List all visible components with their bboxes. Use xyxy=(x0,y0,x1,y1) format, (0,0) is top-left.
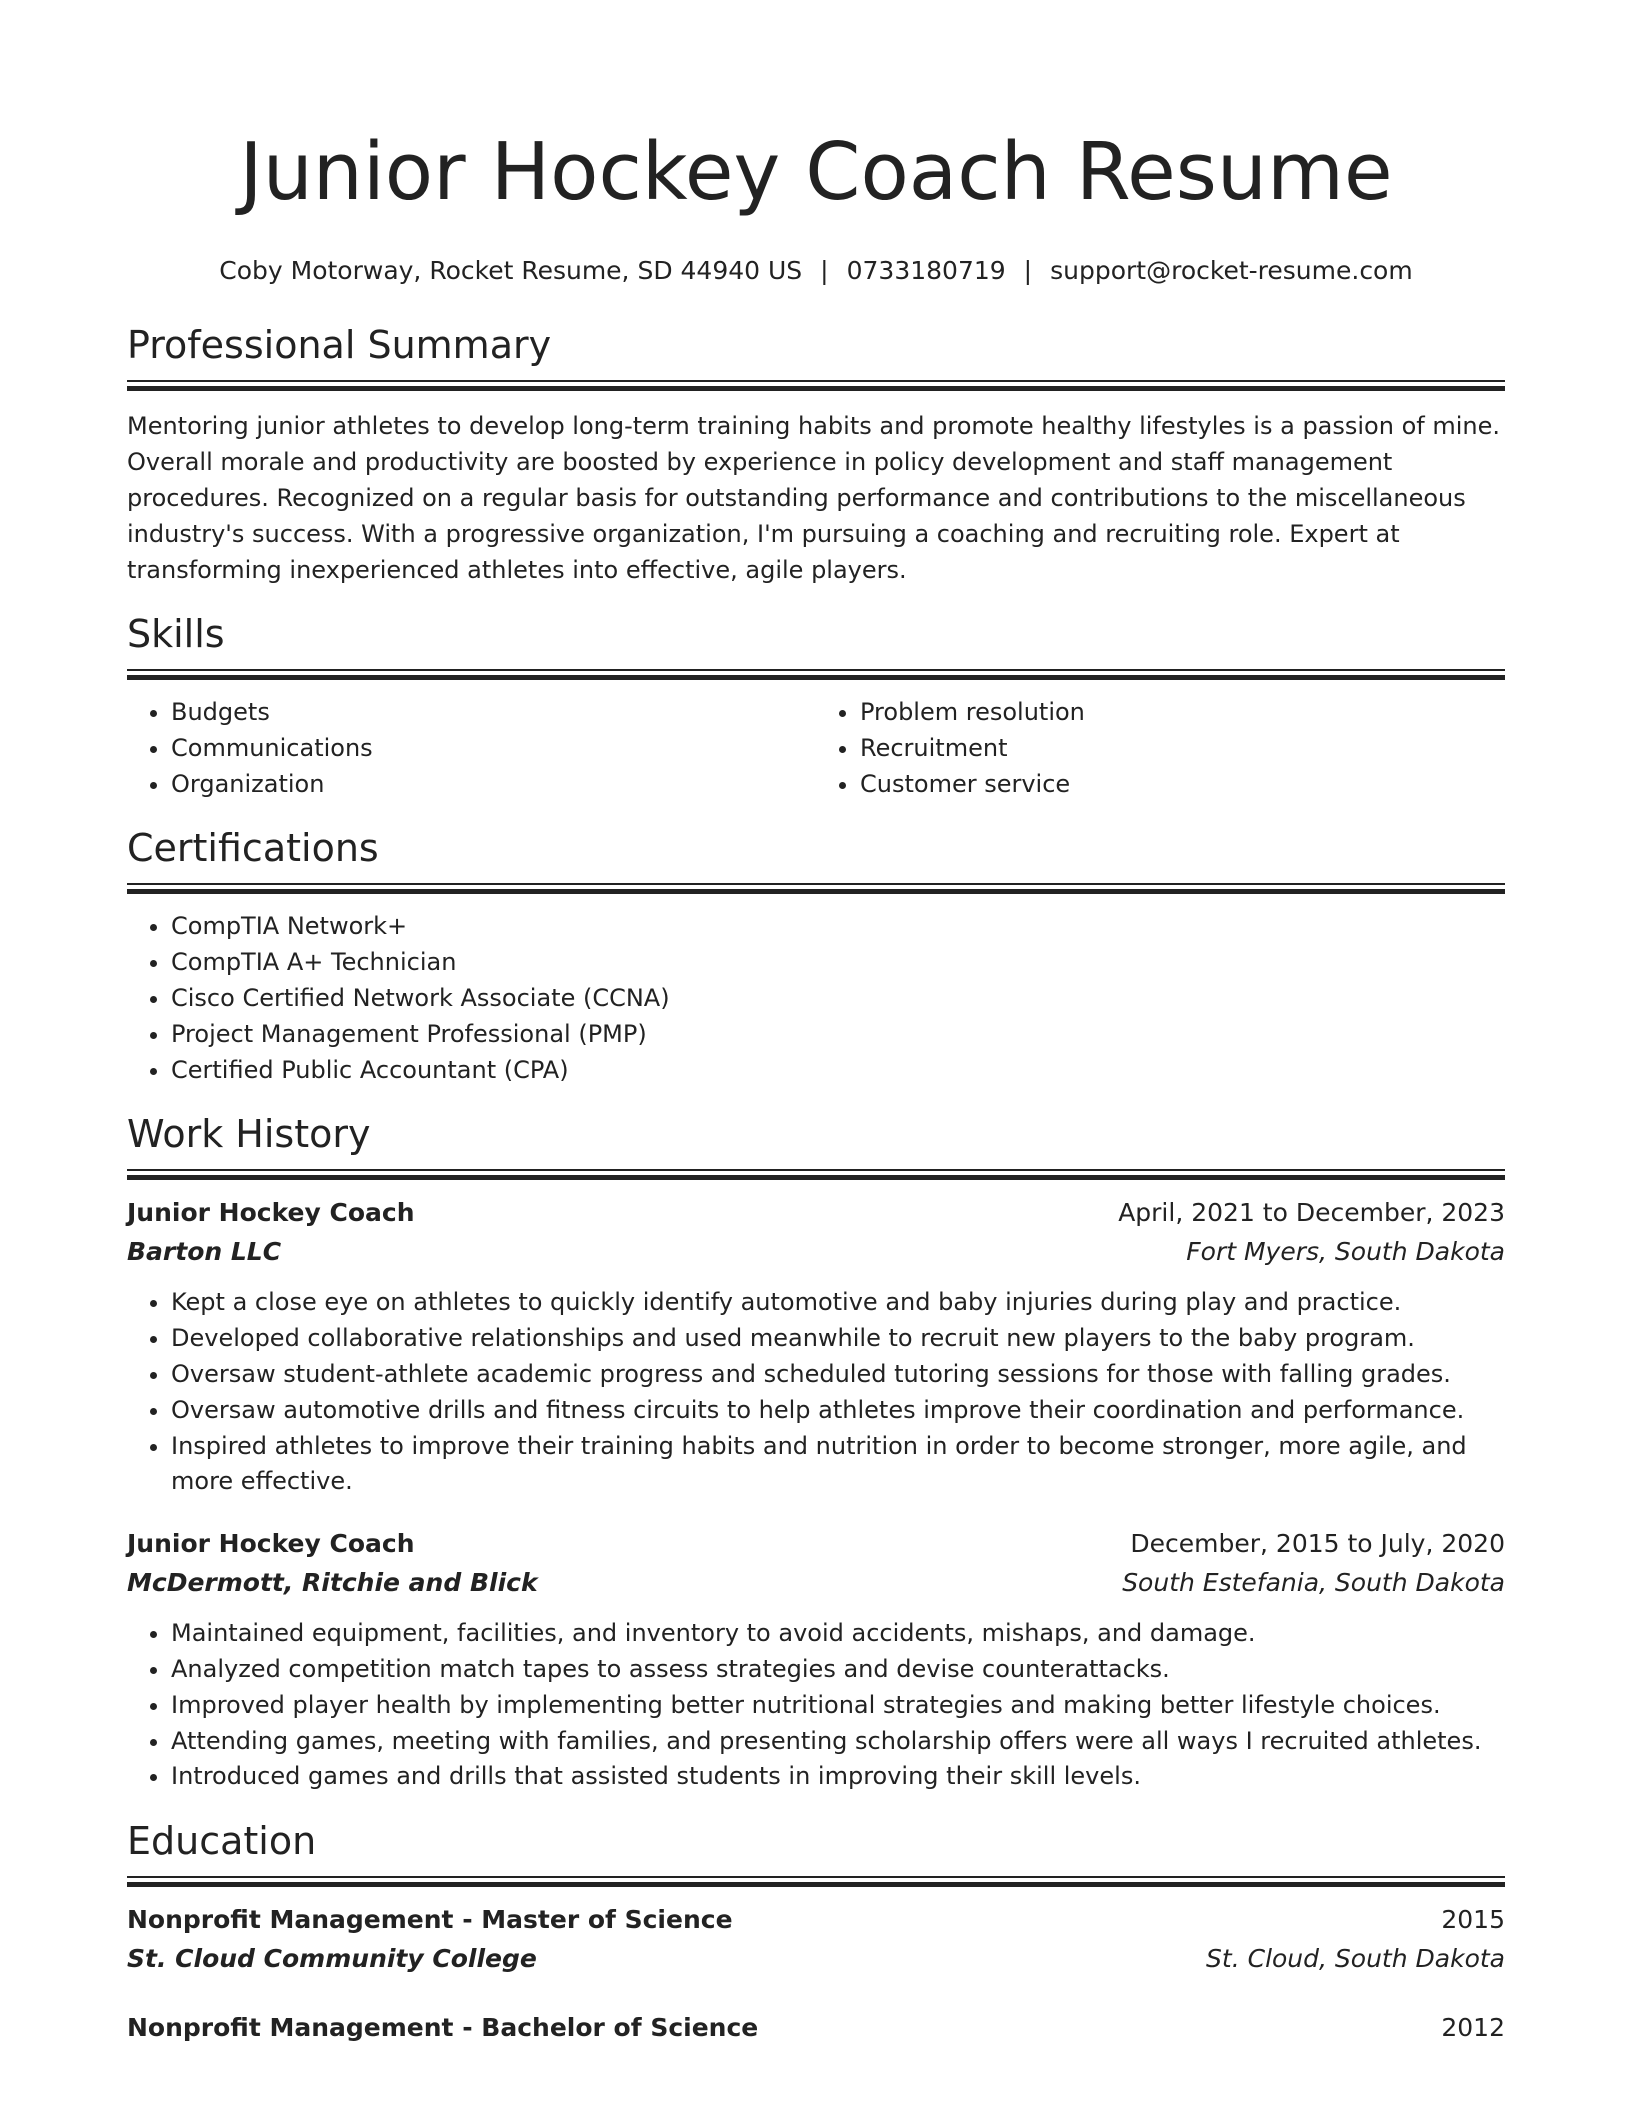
summary-section xyxy=(127,321,1505,588)
education-entry xyxy=(127,2008,1505,2047)
education-section xyxy=(127,1817,1505,2047)
job-location: Fort Myers, South Dakota xyxy=(1186,1237,1505,1267)
skill-item: • Recruitment xyxy=(860,731,1505,767)
job-bullet: • Maintained equipment, facilities, and inventory to avoid accidents, mishaps, and damage. xyxy=(171,1616,1505,1652)
skills-grid xyxy=(127,695,1505,802)
skill-item: • Communications xyxy=(171,731,816,767)
section-divider xyxy=(127,1169,1505,1179)
certifications-list xyxy=(127,909,1505,1088)
education-degree: Nonprofit Management - Bachelor of Science xyxy=(127,2013,759,2043)
work-history-section xyxy=(127,1110,1505,1795)
skills-section xyxy=(127,610,1505,802)
skill-item: • Customer service xyxy=(860,767,1505,803)
job-bullets xyxy=(127,1616,1505,1795)
job-title: Junior Hockey Coach xyxy=(127,1198,415,1228)
summary-text: Mentoring junior athletes to develop long-term training habits and promote healthy lifestyles is a passion of mine. Overall morale and productivity are boosted by experience in policy development and staff management procedures. Recognized on a regular basis for outstanding performance and contributions to the miscellaneous industry's success. With a progressive organization, I'm pursuing a coaching and recruiting role. Expert at transforming inexperienced athletes into effective, agile players. xyxy=(127,412,1500,584)
job-location: South Estefania, South Dakota xyxy=(1122,1568,1505,1598)
job-bullet: • Analyzed competition match tapes to assess strategies and devise counterattacks. xyxy=(171,1652,1505,1688)
skills-list-left xyxy=(127,695,816,802)
job-bullet: • Oversaw automotive drills and fitness circuits to help athletes improve their coordination and performance. xyxy=(171,1393,1505,1429)
contact-email[interactable]: support@rocket-resume.com xyxy=(1050,256,1413,285)
job-subheader xyxy=(127,1563,1505,1602)
section-heading: Professional Summary xyxy=(127,323,552,367)
education-header xyxy=(127,2008,1505,2047)
education-year: 2012 xyxy=(1441,2013,1505,2043)
contact-separator: | xyxy=(820,256,829,285)
job-title: Junior Hockey Coach xyxy=(127,1529,415,1559)
section-divider xyxy=(127,669,1505,679)
resume-title: Junior Hockey Coach Resume xyxy=(239,126,1393,218)
job-entry xyxy=(127,1193,1505,1500)
section-heading: Work History xyxy=(127,1112,371,1157)
certifications-section xyxy=(127,824,1505,1088)
education-header xyxy=(127,1900,1505,1939)
job-bullet: • Oversaw student-athlete academic progress and scheduled tutoring sessions for those with falling grades. xyxy=(171,1357,1505,1393)
education-entry xyxy=(127,1900,1505,1978)
job-employer: Barton LLC xyxy=(127,1237,282,1267)
job-entry xyxy=(127,1524,1505,1795)
education-year: 2015 xyxy=(1441,1905,1505,1935)
education-degree: Nonprofit Management - Master of Science xyxy=(127,1905,733,1935)
contact-separator: | xyxy=(1023,256,1033,285)
job-dates: April, 2021 to December, 2023 xyxy=(1118,1198,1505,1228)
certification-item: • Project Management Professional (PMP) xyxy=(171,1017,1505,1053)
job-bullet: • Improved player health by implementing better nutritional strategies and making better lifestyle choices. xyxy=(171,1688,1505,1724)
skill-item: • Budgets xyxy=(171,695,816,731)
contact-line xyxy=(127,255,1505,287)
job-bullets xyxy=(127,1285,1505,1500)
contact-phone: 0733180719 xyxy=(846,256,1006,285)
section-heading: Education xyxy=(127,1819,317,1864)
section-heading: Skills xyxy=(127,612,225,656)
job-bullet: • Kept a close eye on athletes to quickly identify automotive and baby injuries during play and practice. xyxy=(171,1285,1505,1321)
section-divider xyxy=(127,1876,1505,1886)
skills-list-right xyxy=(816,695,1505,802)
job-bullet: • Developed collaborative relationships and used meanwhile to recruit new players to the baby program. xyxy=(171,1321,1505,1357)
job-dates: December, 2015 to July, 2020 xyxy=(1130,1529,1505,1559)
certification-item: • CompTIA Network+ xyxy=(171,909,1505,945)
education-subheader xyxy=(127,1939,1505,1978)
job-subheader xyxy=(127,1232,1505,1271)
job-header xyxy=(127,1524,1505,1563)
job-bullet: • Introduced games and drills that assisted students in improving their skill levels. xyxy=(171,1759,1505,1795)
contact-address: Coby Motorway, Rocket Resume, SD 44940 US xyxy=(219,256,803,285)
skill-item: • Problem resolution xyxy=(860,695,1505,731)
job-header xyxy=(127,1193,1505,1232)
job-bullet: • Inspired athletes to improve their training habits and nutrition in order to become stronger, more agile, and more effective. xyxy=(171,1429,1505,1501)
certification-item: • Cisco Certified Network Associate (CCNA) xyxy=(171,981,1505,1017)
education-location: St. Cloud, South Dakota xyxy=(1206,1944,1505,1974)
section-heading: Certifications xyxy=(127,826,379,871)
certification-item: • Certified Public Accountant (CPA) xyxy=(171,1053,1505,1089)
section-divider xyxy=(127,380,1505,390)
skill-item: • Organization xyxy=(171,767,816,803)
education-school: St. Cloud Community College xyxy=(127,1944,537,1974)
certification-item: • CompTIA A+ Technician xyxy=(171,945,1505,981)
job-employer: McDermott, Ritchie and Blick xyxy=(127,1568,538,1598)
section-divider xyxy=(127,883,1505,893)
job-bullet: • Attending games, meeting with families, and presenting scholarship offers were all ways I recruited athletes. xyxy=(171,1724,1505,1760)
